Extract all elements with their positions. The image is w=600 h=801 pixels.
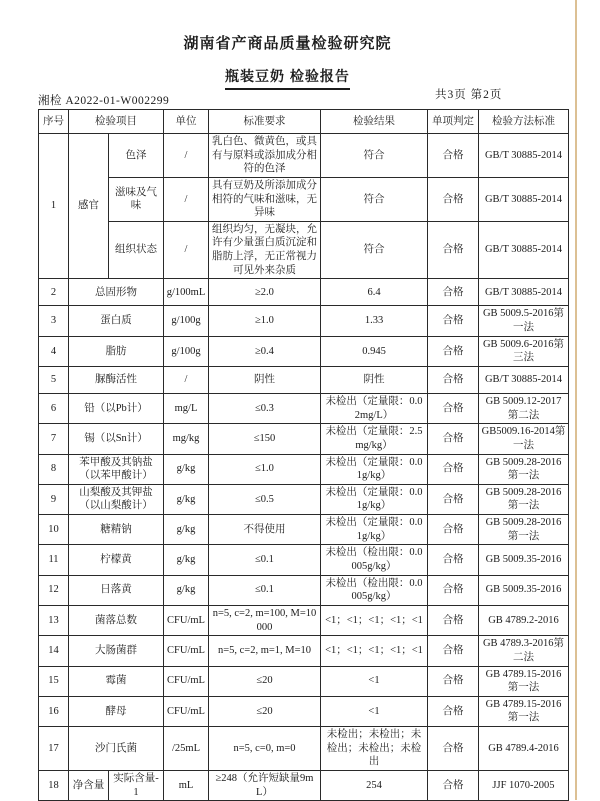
cell-no: 13 [39, 605, 69, 635]
inspection-table [38, 109, 569, 801]
cell-item: 菌落总数 [69, 605, 164, 635]
cell-unit: CFU/mL [164, 666, 209, 696]
cell-result: 0.945 [321, 336, 428, 366]
table-row [39, 134, 569, 178]
cell-no: 10 [39, 515, 69, 545]
cell-judgment: 合格 [428, 575, 479, 605]
cell-item: 沙门氏菌 [69, 727, 164, 771]
cell-no: 11 [39, 545, 69, 575]
col-header-standard: 标准要求 [209, 110, 321, 134]
cell-unit: mg/kg [164, 424, 209, 454]
cell-standard: ≤0.5 [209, 484, 321, 514]
cell-judgment: 合格 [428, 484, 479, 514]
table-row [39, 393, 569, 423]
table-row [39, 484, 569, 514]
cell-judgment: 合格 [428, 454, 479, 484]
cell-method: GB 5009.6-2016第三法 [479, 336, 569, 366]
cell-no: 5 [39, 366, 69, 393]
cell-method: GB/T 30885-2014 [479, 366, 569, 393]
cell-method: GB 5009.35-2016 [479, 545, 569, 575]
cell-standard: 乳白色、微黄色，或具有与原料或添加成分相符的色泽 [209, 134, 321, 178]
cell-standard: ≤0.1 [209, 545, 321, 575]
cell-item: 脲酶活性 [69, 366, 164, 393]
cell-result: 未检出（定量限：0.02mg/L） [321, 393, 428, 423]
cell-unit: / [164, 177, 209, 221]
cell-judgment: 合格 [428, 770, 479, 800]
cell-standard: ≥1.0 [209, 306, 321, 336]
cell-no: 3 [39, 306, 69, 336]
table-row [39, 696, 569, 726]
report-title: 瓶装豆奶 检验报告 [225, 66, 350, 90]
cell-unit: /25mL [164, 727, 209, 771]
cell-result: 未检出（检出限：0.0005g/kg） [321, 545, 428, 575]
cell-result: 未检出（定量限：2.5mg/kg） [321, 424, 428, 454]
cell-result: 未检出（定量限：0.01g/kg） [321, 454, 428, 484]
cell-result: 254 [321, 770, 428, 800]
table-row [39, 424, 569, 454]
cell-standard: ≤20 [209, 696, 321, 726]
cell-no: 15 [39, 666, 69, 696]
cell-judgment: 合格 [428, 666, 479, 696]
cell-item: 山梨酸及其钾盐（以山梨酸计） [69, 484, 164, 514]
cell-judgment: 合格 [428, 636, 479, 666]
cell-result: 阴性 [321, 366, 428, 393]
cell-no: 1 [39, 134, 69, 279]
cell-result: 未检出（定量限：0.01g/kg） [321, 484, 428, 514]
col-header-item: 检验项目 [69, 110, 164, 134]
cell-result: <1 [321, 666, 428, 696]
cell-unit: mg/L [164, 393, 209, 423]
cell-item: 霉菌 [69, 666, 164, 696]
cell-unit: / [164, 366, 209, 393]
cell-item: 组织状态 [109, 221, 164, 279]
cell-unit: g/kg [164, 515, 209, 545]
table-row [39, 366, 569, 393]
col-header-result: 检验结果 [321, 110, 428, 134]
page-indicator: 共3页 第2页 [435, 89, 503, 101]
table-row [39, 306, 569, 336]
table-row [39, 454, 569, 484]
cell-standard: n=5, c=2, m=100, M=10000 [209, 605, 321, 635]
cell-standard: ≤20 [209, 666, 321, 696]
cell-judgment: 合格 [428, 696, 479, 726]
cell-no: 8 [39, 454, 69, 484]
cell-item: 锡（以Sn计） [69, 424, 164, 454]
cell-result: 未检出（检出限：0.0005g/kg） [321, 575, 428, 605]
cell-no: 18 [39, 770, 69, 800]
cell-standard: ≥2.0 [209, 279, 321, 306]
cell-judgment: 合格 [428, 279, 479, 306]
cell-unit: g/kg [164, 545, 209, 575]
cell-result: <1 [321, 696, 428, 726]
cell-item: 滋味及气味 [109, 177, 164, 221]
cell-item-group: 感官 [69, 134, 109, 279]
cell-result: 符合 [321, 177, 428, 221]
cell-judgment: 合格 [428, 605, 479, 635]
cell-result: 符合 [321, 134, 428, 178]
cell-result: <1；<1；<1；<1；<1 [321, 636, 428, 666]
cell-item: 铅（以Pb计） [69, 393, 164, 423]
cell-method: GB 5009.28-2016 第一法 [479, 515, 569, 545]
cell-unit: / [164, 221, 209, 279]
cell-standard: n=5, c=2, m=1, M=10 [209, 636, 321, 666]
cell-result: 1.33 [321, 306, 428, 336]
cell-method: GB 4789.2-2016 [479, 605, 569, 635]
cell-standard: ≥0.4 [209, 336, 321, 366]
cell-judgment: 合格 [428, 134, 479, 178]
cell-no: 14 [39, 636, 69, 666]
cell-unit: / [164, 134, 209, 178]
table-row [39, 727, 569, 771]
cell-method: GB 5009.5-2016第一法 [479, 306, 569, 336]
cell-standard: 阴性 [209, 366, 321, 393]
cell-no: 12 [39, 575, 69, 605]
cell-item: 柠檬黄 [69, 545, 164, 575]
cell-judgment: 合格 [428, 515, 479, 545]
cell-method: GB/T 30885-2014 [479, 177, 569, 221]
cell-no: 9 [39, 484, 69, 514]
table-row [39, 515, 569, 545]
table-row [39, 221, 569, 279]
cell-method: GB 5009.12-2017 第二法 [479, 393, 569, 423]
cell-no: 17 [39, 727, 69, 771]
cell-unit: mL [164, 770, 209, 800]
cell-method: GB 5009.28-2016 第一法 [479, 484, 569, 514]
table-row [39, 336, 569, 366]
cell-standard: 组织均匀，无凝块，允许有少量蛋白质沉淀和脂肪上浮，无正常视力可见外来杂质 [209, 221, 321, 279]
cell-method: GB/T 30885-2014 [479, 134, 569, 178]
cell-standard: ≥248（允许短缺量9mL） [209, 770, 321, 800]
col-header-judgment: 单项判定 [428, 110, 479, 134]
cell-judgment: 合格 [428, 177, 479, 221]
cell-method: GB 4789.3-2016第二法 [479, 636, 569, 666]
cell-unit: CFU/mL [164, 696, 209, 726]
cell-judgment: 合格 [428, 306, 479, 336]
cell-unit: g/100g [164, 336, 209, 366]
cell-item: 实际含量-1 [109, 770, 164, 800]
cell-judgment: 合格 [428, 727, 479, 771]
cell-item: 色泽 [109, 134, 164, 178]
col-header-unit: 单位 [164, 110, 209, 134]
cell-method: GB 4789.4-2016 [479, 727, 569, 771]
cell-item: 苯甲酸及其钠盐（以苯甲酸计） [69, 454, 164, 484]
col-header-no: 序号 [39, 110, 69, 134]
cell-result: 符合 [321, 221, 428, 279]
cell-judgment: 合格 [428, 393, 479, 423]
cell-method: JJF 1070-2005 [479, 770, 569, 800]
table-header-row [39, 110, 569, 134]
cell-unit: g/100mL [164, 279, 209, 306]
cell-judgment: 合格 [428, 366, 479, 393]
cell-result: 未检出（定量限：0.01g/kg） [321, 515, 428, 545]
cell-standard: ≤0.1 [209, 575, 321, 605]
table-row [39, 666, 569, 696]
cell-result: <1；<1；<1；<1；<1 [321, 605, 428, 635]
cell-no: 2 [39, 279, 69, 306]
cell-standard: 不得使用 [209, 515, 321, 545]
cell-item: 糖精钠 [69, 515, 164, 545]
table-row [39, 605, 569, 635]
cell-unit: CFU/mL [164, 636, 209, 666]
cell-unit: g/kg [164, 575, 209, 605]
report-number: 湘检 A2022-01-W002299 [38, 92, 169, 110]
cell-item: 总固形物 [69, 279, 164, 306]
cell-method: GB5009.16-2014第一法 [479, 424, 569, 454]
cell-unit: g/kg [164, 484, 209, 514]
cell-unit: g/100g [164, 306, 209, 336]
cell-result: 6.4 [321, 279, 428, 306]
cell-item: 脂肪 [69, 336, 164, 366]
cell-standard: 具有豆奶及所添加成分相符的气味和滋味，无异味 [209, 177, 321, 221]
cell-item: 蛋白质 [69, 306, 164, 336]
col-header-method: 检验方法标准 [479, 110, 569, 134]
cell-item-group: 净含量 [69, 770, 109, 800]
cell-method: GB 5009.28-2016 第一法 [479, 454, 569, 484]
table-row [39, 770, 569, 800]
cell-judgment: 合格 [428, 424, 479, 454]
cell-unit: CFU/mL [164, 605, 209, 635]
cell-no: 4 [39, 336, 69, 366]
cell-no: 7 [39, 424, 69, 454]
table-row [39, 545, 569, 575]
cell-unit: g/kg [164, 454, 209, 484]
cell-judgment: 合格 [428, 221, 479, 279]
cell-judgment: 合格 [428, 336, 479, 366]
table-row [39, 177, 569, 221]
cell-method: GB/T 30885-2014 [479, 279, 569, 306]
org-title: 湖南省产商品质量检验研究院 [183, 35, 392, 52]
table-row [39, 636, 569, 666]
cell-judgment: 合格 [428, 545, 479, 575]
cell-standard: ≤150 [209, 424, 321, 454]
cell-standard: ≤1.0 [209, 454, 321, 484]
cell-item: 大肠菌群 [69, 636, 164, 666]
table-row [39, 575, 569, 605]
cell-standard: ≤0.3 [209, 393, 321, 423]
cell-no: 6 [39, 393, 69, 423]
cell-method: GB 4789.15-2016第一法 [479, 666, 569, 696]
cell-method: GB/T 30885-2014 [479, 221, 569, 279]
cell-item: 酵母 [69, 696, 164, 726]
cell-method: GB 4789.15-2016第一法 [479, 696, 569, 726]
table-row [39, 279, 569, 306]
cell-method: GB 5009.35-2016 [479, 575, 569, 605]
cell-standard: n=5, c=0, m=0 [209, 727, 321, 771]
cell-no: 16 [39, 696, 69, 726]
cell-item: 日落黄 [69, 575, 164, 605]
scan-page-edge [575, 0, 577, 800]
cell-result: 未检出；未检出；未检出；未检出；未检出 [321, 727, 428, 771]
